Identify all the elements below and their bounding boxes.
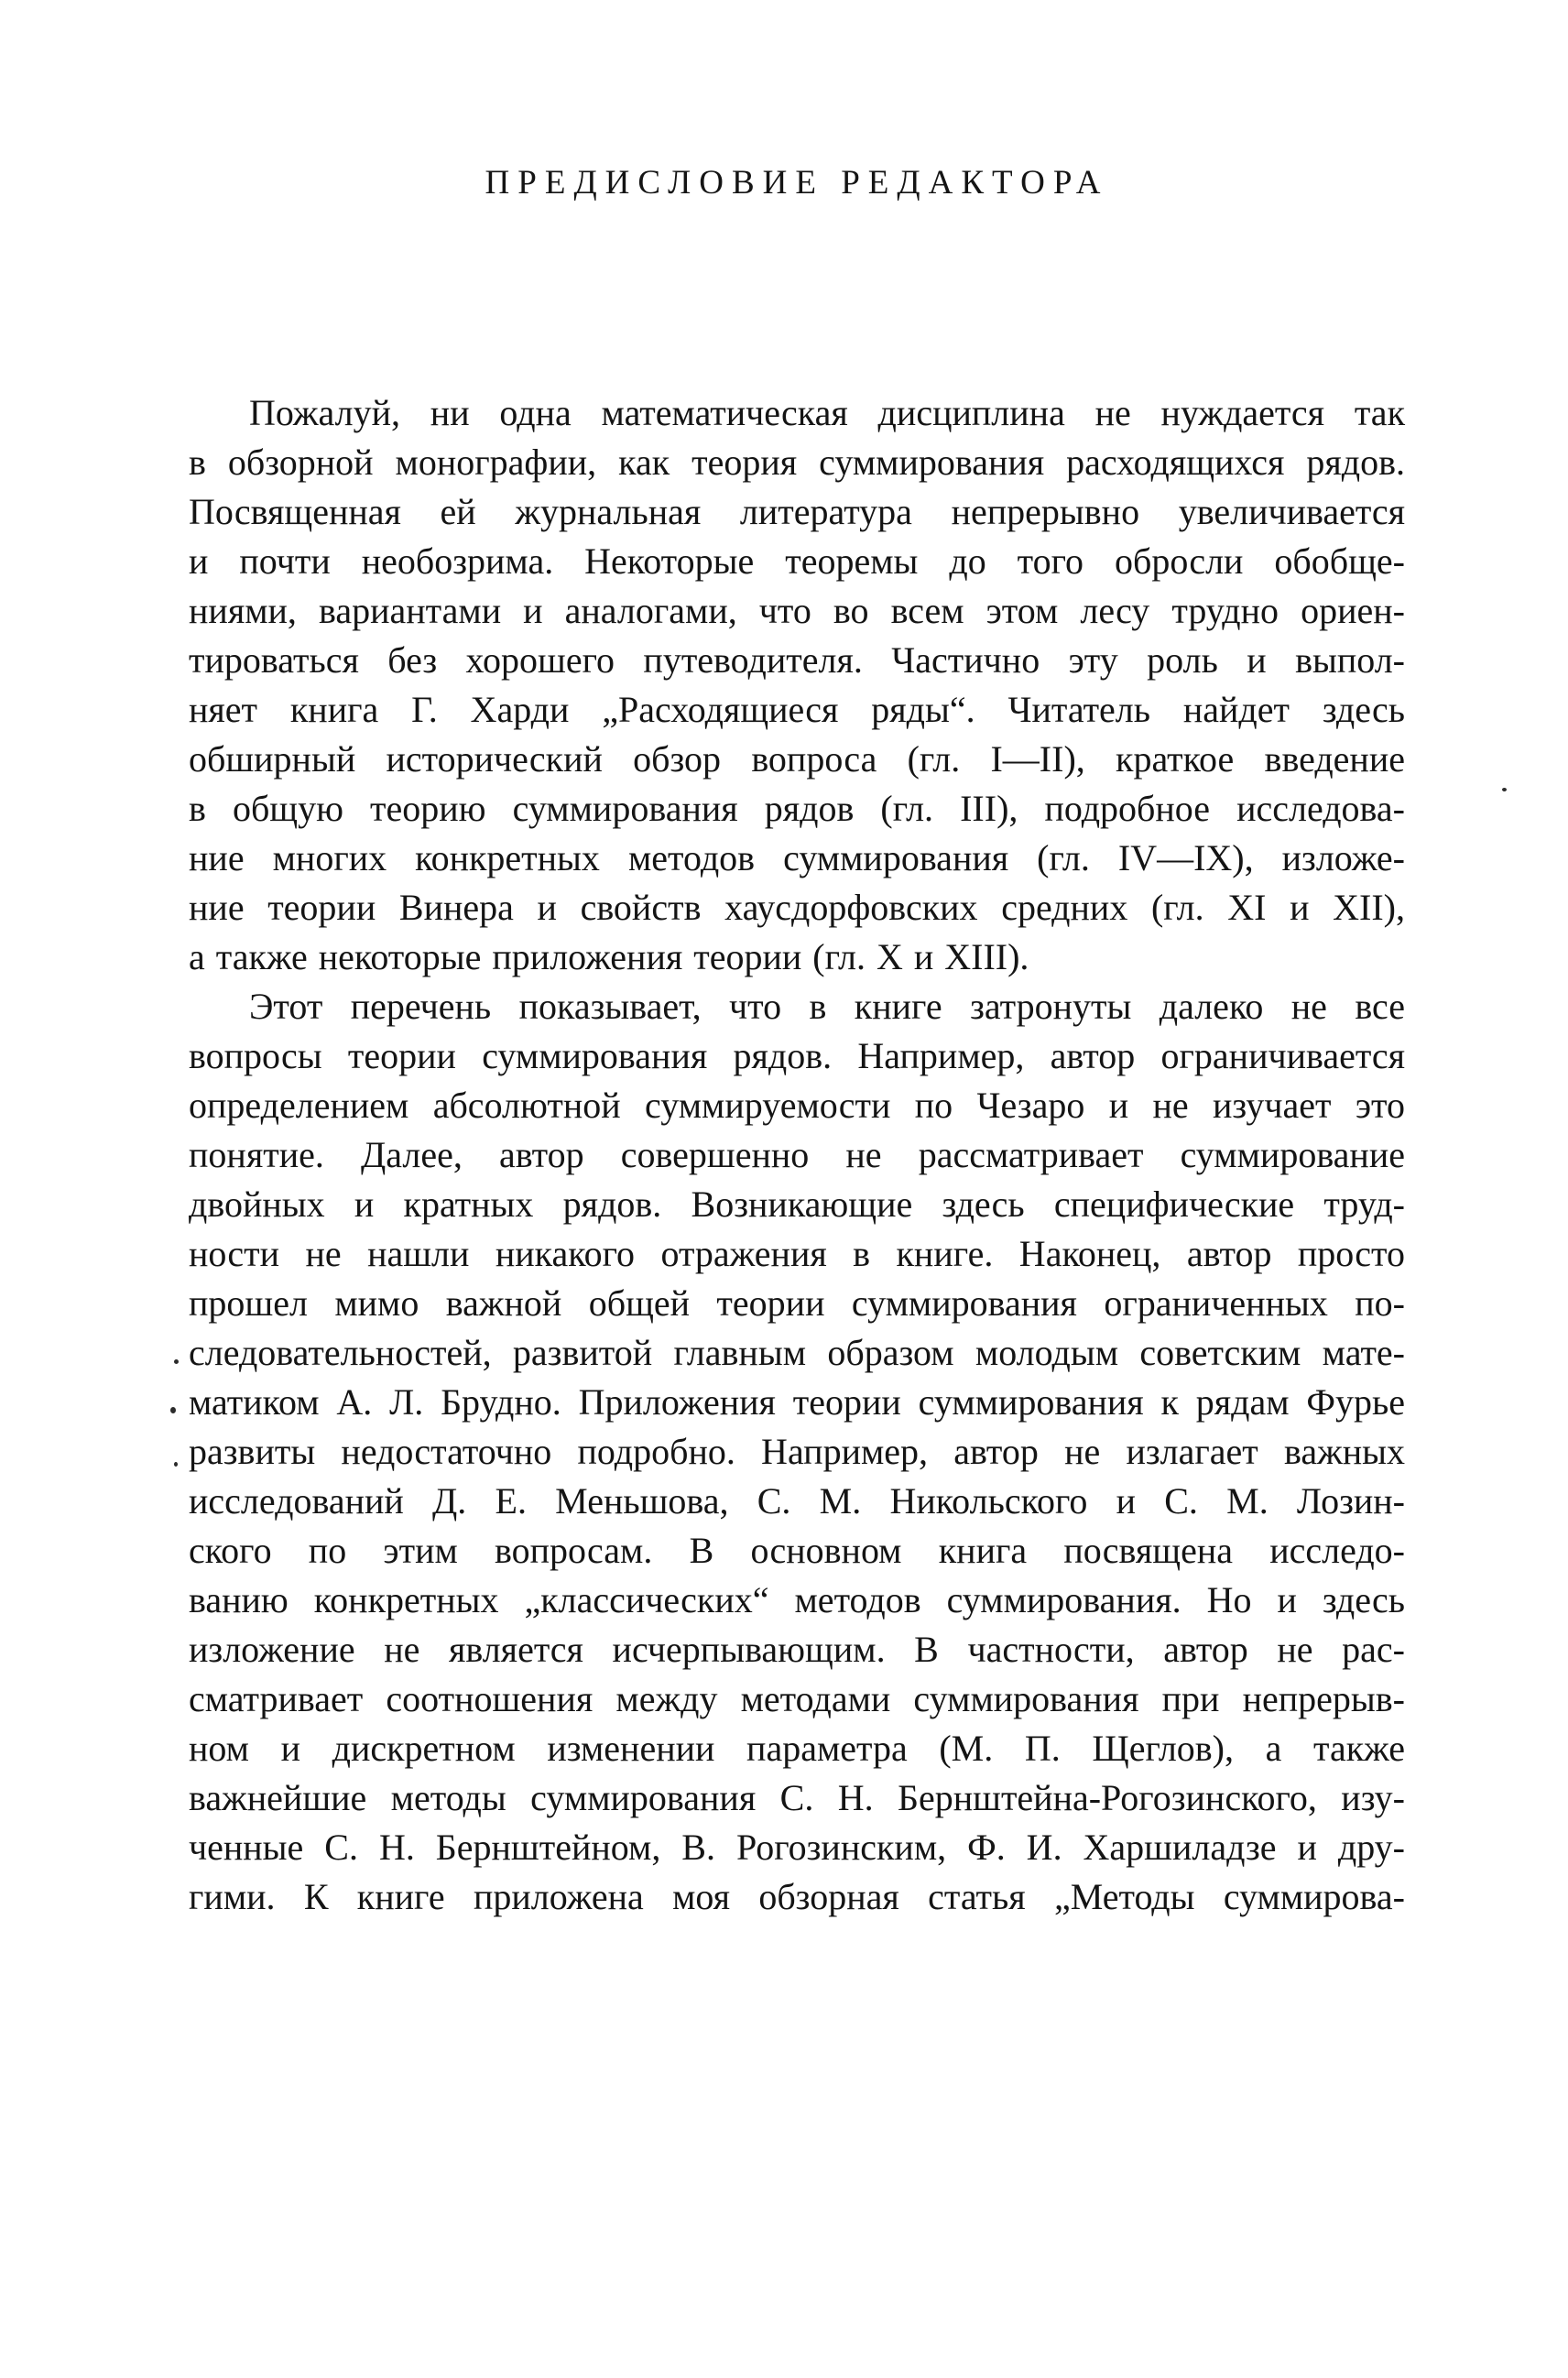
- text-line: в общую теорию суммирования рядов (гл. III), подробное исследова-: [189, 788, 1405, 829]
- text-line: обширный исторический обзор вопроса (гл. I—II), краткое введение: [189, 738, 1405, 780]
- text-line: и почти необозрима. Некоторые теоремы до того обросли обобще-: [189, 540, 1405, 582]
- page-title: ПРЕДИСЛОВИЕ РЕДАКТОРА: [485, 164, 1109, 202]
- scan-speck: [174, 1359, 179, 1364]
- scan-speck: [174, 1462, 178, 1467]
- text-line: тироваться без хорошего путеводителя. Частично эту роль и выпол-: [189, 639, 1405, 681]
- text-line: Этот перечень показывает, что в книге затронуты далеко не все: [249, 986, 1405, 1027]
- scan-speck: [1502, 788, 1507, 791]
- text-line: двойных и кратных рядов. Возникающие здесь специфические труд-: [189, 1184, 1405, 1225]
- text-line: прошел мимо важной общей теории суммирования ограниченных по-: [189, 1282, 1405, 1324]
- text-line: а также некоторые приложения теории (гл. X и XIII).: [189, 936, 1029, 977]
- text-line: ние теории Винера и свойств хаусдорфовских средних (гл. XI и XII),: [189, 887, 1405, 928]
- text-line: в обзорной монографии, как теория суммирования расходящихся рядов.: [189, 442, 1405, 483]
- text-line: следовательностей, развитой главным образом молодым советским мате-: [189, 1332, 1405, 1373]
- text-line: Пожалуй, ни одна математическая дисциплина не нуждается так: [249, 392, 1405, 433]
- text-line: матиком А. Л. Брудно. Приложения теории суммирования к рядам Фурье: [189, 1381, 1405, 1423]
- paragraph-2: [189, 982, 1405, 1922]
- text-line: ниями, вариантами и аналогами, что во всем этом лесу трудно ориен-: [189, 590, 1405, 631]
- text-line: ности не нашли никакого отражения в книге. Наконец, автор просто: [189, 1233, 1405, 1274]
- text-line: понятие. Далее, автор совершенно не рассматривает суммирование: [189, 1134, 1405, 1175]
- text-line: гими. К книге приложена моя обзорная статья „Методы суммирова-: [189, 1876, 1405, 1917]
- text-line: ном и дискретном изменении параметра (М. П. Щеглов), а также: [189, 1728, 1405, 1769]
- paragraph-1: [189, 388, 1405, 982]
- text-line: важнейшие методы суммирования С. Н. Бернштейна-Рогозинского, изу-: [189, 1777, 1405, 1818]
- scan-speck: [170, 1407, 176, 1413]
- text-line: ченные С. Н. Бернштейном, В. Рогозинским, Ф. И. Харшиладзе и дру-: [189, 1827, 1405, 1868]
- text-line: определением абсолютной суммируемости по Чезаро и не изучает это: [189, 1085, 1405, 1126]
- text-line: изложение не является исчерпывающим. В частности, автор не рас-: [189, 1629, 1405, 1670]
- page-body: [189, 388, 1405, 1922]
- text-line: ванию конкретных „классических“ методов суммирования. Но и здесь: [189, 1579, 1405, 1620]
- text-line: сматривает соотношения между методами суммирования при непрерыв-: [189, 1678, 1405, 1719]
- text-line: исследований Д. Е. Меньшова, С. М. Никольского и С. М. Лозин-: [189, 1480, 1405, 1522]
- text-line: ние многих конкретных методов суммирования (гл. IV—IX), изложе-: [189, 837, 1405, 878]
- text-line: ского по этим вопросам. В основном книга посвящена исследо-: [189, 1530, 1405, 1571]
- text-line: вопросы теории суммирования рядов. Например, автор ограничивается: [189, 1035, 1405, 1076]
- text-line: Посвященная ей журнальная литература непрерывно увеличивается: [189, 491, 1405, 532]
- text-line: няет книга Г. Харди „Расходящиеся ряды“. Читатель найдет здесь: [189, 689, 1405, 730]
- text-line: развиты недостаточно подробно. Например, автор не излагает важных: [189, 1431, 1405, 1472]
